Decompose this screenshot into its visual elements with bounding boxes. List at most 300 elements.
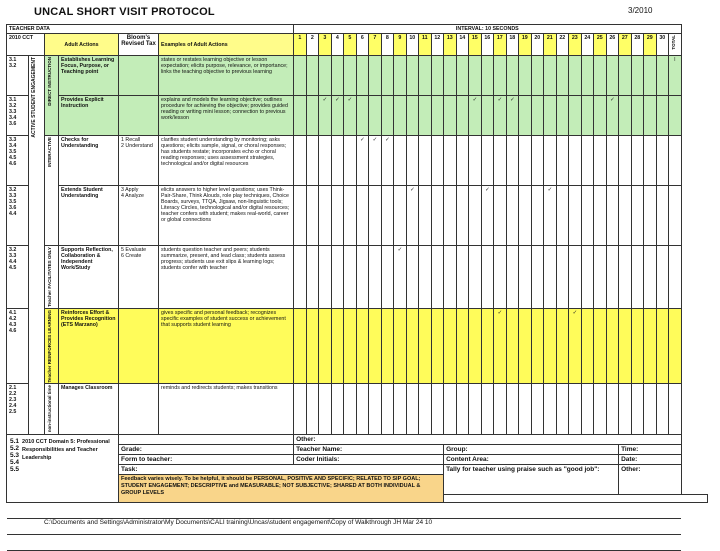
interval-cell[interactable] (319, 308, 332, 383)
interval-cell[interactable]: ✓ (406, 186, 419, 246)
interval-cell[interactable] (456, 384, 469, 434)
protocol-row (7, 96, 708, 136)
interval-cell[interactable] (444, 308, 457, 383)
adult-actions-header: Adult Actions (45, 34, 119, 56)
interval-cell[interactable] (431, 96, 444, 136)
interval-number: 6 (356, 34, 369, 56)
interval-number: 23 (569, 34, 582, 56)
form-to-teacher-field[interactable]: Form to teacher: (119, 454, 294, 464)
interval-cell[interactable] (456, 96, 469, 136)
interval-cell[interactable] (544, 308, 557, 383)
interval-cell[interactable] (369, 56, 382, 96)
interval-cell[interactable] (644, 384, 657, 434)
interval-cell[interactable] (481, 246, 494, 309)
standard-numbers: 3.1 3.2 (7, 56, 29, 96)
interval-cell[interactable] (406, 246, 419, 309)
interval-cell[interactable] (581, 186, 594, 246)
example-text: students question teacher and peers; students summarize, present, and lead class; students assess progress; students use exit slips & learning logs; students confer with teacher (159, 246, 294, 309)
interval-cell[interactable] (494, 246, 507, 309)
interval-cell[interactable] (444, 246, 457, 309)
standard-label: 2010 CCT (7, 34, 45, 56)
interval-cell[interactable] (369, 96, 382, 136)
interval-cell[interactable] (556, 246, 569, 309)
interval-cell[interactable] (581, 308, 594, 383)
interval-cell[interactable] (519, 136, 532, 186)
blank-cell (119, 434, 294, 444)
section-label-text: INTERACTIVE (47, 137, 52, 168)
interval-cell[interactable] (481, 96, 494, 136)
interval-cell[interactable] (544, 136, 557, 186)
interval-cell[interactable] (344, 384, 357, 434)
interval-cell[interactable] (531, 136, 544, 186)
interval-cell[interactable] (594, 96, 607, 136)
teacher-data-label: TEACHER DATA (7, 25, 294, 34)
standard-numbers: 3.1 3.2 3.3 3.4 3.6 (7, 96, 29, 136)
interval-cell[interactable] (631, 136, 644, 186)
bloom-level (119, 384, 159, 434)
interval-cell[interactable] (444, 56, 457, 96)
protocol-grid (6, 24, 708, 551)
interval-cell[interactable] (469, 308, 482, 383)
interval-cell[interactable] (506, 384, 519, 434)
other-field[interactable]: Other: (294, 434, 681, 444)
row-total[interactable] (669, 96, 681, 136)
interval-cell[interactable] (331, 136, 344, 186)
interval-cell[interactable] (319, 384, 332, 434)
interval-cell[interactable]: ✓ (356, 136, 369, 186)
interval-cell[interactable] (456, 246, 469, 309)
interval-cell[interactable] (519, 96, 532, 136)
interval-cell[interactable] (531, 96, 544, 136)
bloom-level: 3 Apply 4 Analyze (119, 186, 159, 246)
interval-cell[interactable] (356, 246, 369, 309)
section-label (45, 56, 59, 136)
date-field[interactable]: Date: (619, 454, 681, 464)
interval-cell[interactable] (431, 186, 444, 246)
interval-number: 28 (631, 34, 644, 56)
interval-cell[interactable] (606, 136, 619, 186)
feedback-note: Feedback varies wisely. To be helpful, it should be PERSONAL, POSITIVE AND SPECIFIC; RELATED TO SIP GOAL; STUDENT ENGAGEMENT; DESCRIPTIVE and MEASURABLE; NOT SUBJECTIVE; SHARED AT BOTH INDIVIDUAL & GROUP LEVELS (119, 474, 444, 502)
interval-cell[interactable] (331, 246, 344, 309)
other-tally-field[interactable]: Other: (619, 464, 681, 494)
row-total[interactable] (669, 186, 681, 246)
interval-cell[interactable] (469, 246, 482, 309)
interval-cell[interactable] (306, 56, 319, 96)
adult-action: Reinforces Effort & Provides Recognition (ETS Marzano) (59, 308, 119, 383)
interval-cell[interactable] (544, 96, 557, 136)
interval-cell[interactable] (356, 186, 369, 246)
interval-number: 4 (331, 34, 344, 56)
interval-cell[interactable] (531, 308, 544, 383)
engagement-label: ACTIVE STUDENT ENGAGEMENT (31, 57, 37, 138)
interval-cell[interactable] (456, 186, 469, 246)
section-label-text: non-instructional time (47, 385, 52, 433)
interval-cell[interactable] (306, 384, 319, 434)
interval-cell[interactable] (356, 96, 369, 136)
section-label (45, 246, 59, 309)
section-label-text: Teacher FACILITATES ONLY (47, 247, 52, 307)
interval-cell[interactable] (406, 96, 419, 136)
interval-cell[interactable] (556, 308, 569, 383)
bloom-level (119, 308, 159, 383)
interval-cell[interactable] (544, 246, 557, 309)
interval-cell[interactable] (331, 186, 344, 246)
interval-cell[interactable] (519, 308, 532, 383)
interval-cell[interactable] (369, 384, 382, 434)
interval-cell[interactable] (481, 136, 494, 186)
interval-cell[interactable] (369, 308, 382, 383)
interval-cell[interactable] (419, 246, 432, 309)
interval-cell[interactable] (306, 308, 319, 383)
interval-cell[interactable] (469, 186, 482, 246)
interval-cell[interactable] (656, 136, 669, 186)
interval-cell[interactable] (381, 56, 394, 96)
interval-cell[interactable] (581, 96, 594, 136)
interval-cell[interactable] (644, 56, 657, 96)
interval-cell[interactable] (419, 96, 432, 136)
interval-number: 11 (419, 34, 432, 56)
interval-cell[interactable] (431, 246, 444, 309)
interval-cell[interactable] (606, 56, 619, 96)
adult-action: Provides Explicit Instruction (59, 96, 119, 136)
interval-cell[interactable]: ✓ (344, 96, 357, 136)
interval-cell[interactable] (406, 384, 419, 434)
interval-cell[interactable]: ✓ (331, 96, 344, 136)
interval-cell[interactable] (569, 246, 582, 309)
interval-cell[interactable] (606, 384, 619, 434)
time-field[interactable]: Time: (619, 444, 681, 454)
interval-cell[interactable] (331, 56, 344, 96)
interval-cell[interactable] (556, 384, 569, 434)
interval-cell[interactable] (644, 96, 657, 136)
interval-cell[interactable] (631, 246, 644, 309)
row-total[interactable] (669, 246, 681, 309)
interval-cell[interactable] (319, 186, 332, 246)
interval-cell[interactable] (306, 96, 319, 136)
interval-cell[interactable] (619, 384, 632, 434)
interval-number: 25 (594, 34, 607, 56)
interval-cell[interactable] (381, 186, 394, 246)
domain5-label: 2010 CCT Domain 5: Professional Responsibilities and Teacher Leadership (22, 438, 110, 461)
section-label (45, 136, 59, 246)
examples-header: Examples of Adult Actions (159, 34, 294, 56)
interval-cell[interactable] (319, 56, 332, 96)
interval-cell[interactable] (656, 186, 669, 246)
interval-cell[interactable] (519, 384, 532, 434)
interval-cell[interactable] (644, 186, 657, 246)
interval-cell[interactable] (506, 246, 519, 309)
interval-cell[interactable] (431, 308, 444, 383)
interval-cell[interactable] (506, 308, 519, 383)
interval-cell[interactable] (594, 308, 607, 383)
interval-cell[interactable] (619, 96, 632, 136)
interval-cell[interactable] (619, 308, 632, 383)
interval-cell[interactable] (319, 136, 332, 186)
interval-number: 29 (644, 34, 657, 56)
interval-cell[interactable] (569, 136, 582, 186)
bloom-level (119, 96, 159, 136)
interval-cell[interactable] (369, 186, 382, 246)
interval-cell[interactable] (581, 246, 594, 309)
protocol-row (7, 308, 708, 383)
interval-number: 19 (519, 34, 532, 56)
interval-cell[interactable]: ✓ (369, 136, 382, 186)
interval-cell[interactable] (344, 246, 357, 309)
grade-field[interactable]: Grade: (119, 444, 294, 454)
adult-action: Checks for Understanding (59, 136, 119, 186)
interval-cell[interactable] (406, 56, 419, 96)
interval-cell[interactable] (569, 96, 582, 136)
task-field[interactable]: Task: (119, 464, 444, 474)
interval-number: 26 (606, 34, 619, 56)
interval-cell[interactable] (531, 186, 544, 246)
interval-number: 17 (494, 34, 507, 56)
interval-cell[interactable] (456, 308, 469, 383)
interval-number: 7 (369, 34, 382, 56)
total-label: TOTAL (671, 35, 677, 50)
interval-cell[interactable] (306, 246, 319, 309)
interval-cell[interactable] (356, 56, 369, 96)
interval-cell[interactable] (569, 384, 582, 434)
example-text: explains and models the learning objective; outlines procedure for achieving the objective; provides guided reading or writing mini lesson; connection to previous work/lesson (159, 96, 294, 136)
interval-cell[interactable] (606, 186, 619, 246)
interval-cell[interactable] (406, 136, 419, 186)
interval-cell[interactable] (494, 56, 507, 96)
interval-cell[interactable] (294, 246, 307, 309)
interval-number: 30 (656, 34, 669, 56)
interval-cell[interactable] (494, 136, 507, 186)
interval-cell[interactable] (356, 384, 369, 434)
interval-cell[interactable] (519, 186, 532, 246)
content-area-field[interactable]: Content Area: (444, 454, 619, 464)
interval-cell[interactable] (556, 186, 569, 246)
interval-cell[interactable] (469, 136, 482, 186)
interval-cell[interactable] (431, 56, 444, 96)
example-text: states or restates learning objective or lesson expectation; elicits purpose, relevance, or importance; links the teaching objective to previous learning (159, 56, 294, 96)
domain5-standards: 5.1 5.2 5.3 5.4 5.5 (10, 437, 20, 473)
interval-cell[interactable] (394, 96, 407, 136)
standard-numbers: 4.1 4.2 4.3 4.6 (7, 308, 29, 383)
interval-cell[interactable] (456, 136, 469, 186)
interval-number: 27 (619, 34, 632, 56)
interval-cell[interactable]: ✓ (319, 96, 332, 136)
interval-cell[interactable] (594, 186, 607, 246)
header-date: 3/2010 (628, 6, 653, 15)
domain5-block (7, 434, 119, 502)
file-path-footer: C:\Documents and Settings\Administrator\My Documents\CALI training\Uncas\student engagement\Copy of Walkthrough JH Mar 24 10 (44, 519, 433, 526)
interval-cell[interactable] (419, 136, 432, 186)
interval-cell[interactable] (644, 246, 657, 309)
interval-cell[interactable] (444, 96, 457, 136)
interval-cell[interactable] (494, 384, 507, 434)
section-label (45, 384, 59, 434)
interval-cell[interactable] (506, 56, 519, 96)
blank-lines (7, 534, 682, 550)
interval-cell[interactable] (619, 246, 632, 309)
coder-initials-field[interactable]: Coder Initials: (294, 454, 444, 464)
interval-cell[interactable] (494, 186, 507, 246)
interval-header: INTERVAL: 10 SECONDS (294, 25, 681, 34)
row-total[interactable] (669, 384, 681, 434)
interval-cell[interactable]: ✓ (381, 136, 394, 186)
interval-cell[interactable] (594, 384, 607, 434)
interval-cell[interactable] (506, 136, 519, 186)
interval-cell[interactable] (394, 384, 407, 434)
interval-cell[interactable]: ✓ (494, 308, 507, 383)
interval-cell[interactable] (619, 56, 632, 96)
interval-cell[interactable] (569, 186, 582, 246)
engagement-section (29, 56, 45, 435)
interval-cell[interactable] (531, 246, 544, 309)
interval-cell[interactable] (656, 246, 669, 309)
interval-cell[interactable] (444, 186, 457, 246)
interval-cell[interactable] (519, 56, 532, 96)
row-total[interactable] (669, 308, 681, 383)
interval-cell[interactable] (606, 308, 619, 383)
protocol-row (7, 186, 708, 246)
interval-cell[interactable] (356, 308, 369, 383)
protocol-row (7, 384, 708, 434)
interval-cell[interactable] (381, 384, 394, 434)
interval-cell[interactable] (456, 56, 469, 96)
interval-cell[interactable] (319, 246, 332, 309)
interval-cell[interactable] (531, 56, 544, 96)
interval-cell[interactable] (619, 186, 632, 246)
example-text: reminds and redirects students; makes transitions (159, 384, 294, 434)
interval-cell[interactable] (656, 384, 669, 434)
interval-cell[interactable] (394, 308, 407, 383)
adult-action: Establishes Learning Focus, Purpose, or Teaching point (59, 56, 119, 96)
interval-cell[interactable] (556, 136, 569, 186)
interval-cell[interactable] (344, 186, 357, 246)
interval-cell[interactable] (444, 136, 457, 186)
example-text: gives specific and personal feedback; recognizes specific examples of student success or achievement that supports student learning (159, 308, 294, 383)
interval-cell[interactable] (419, 384, 432, 434)
interval-cell[interactable] (631, 186, 644, 246)
interval-cell[interactable] (569, 56, 582, 96)
interval-cell[interactable] (606, 246, 619, 309)
interval-cell[interactable] (556, 56, 569, 96)
interval-cell[interactable]: ✓ (481, 186, 494, 246)
interval-cell[interactable]: ✓ (394, 246, 407, 309)
interval-cell[interactable] (469, 384, 482, 434)
interval-cell[interactable] (406, 308, 419, 383)
interval-cell[interactable] (594, 136, 607, 186)
interval-cell[interactable] (306, 136, 319, 186)
standard-numbers: 3.2 3.3 3.5 3.6 4.4 (7, 186, 29, 246)
example-text: clarifies student understanding by monitoring; asks questions; elicits sample, signal, or choral responses; has students restate; incorporates echo or choral reading responses; uses assessment strategies, technological and/or digital resources (159, 136, 294, 186)
interval-cell[interactable] (631, 96, 644, 136)
section-label-text: Teacher REINFORCES LEARNING (47, 309, 52, 383)
interval-cell[interactable] (631, 56, 644, 96)
interval-number: 2 (306, 34, 319, 56)
interval-cell[interactable] (619, 136, 632, 186)
interval-cell[interactable] (431, 136, 444, 186)
standard-numbers: 3.3 3.4 3.5 4.5 4.6 (7, 136, 29, 186)
interval-cell[interactable] (519, 246, 532, 309)
interval-cell[interactable]: ✓ (469, 96, 482, 136)
interval-number: 18 (506, 34, 519, 56)
interval-cell[interactable] (644, 136, 657, 186)
interval-number: 1 (294, 34, 307, 56)
interval-number: 16 (481, 34, 494, 56)
interval-cell[interactable]: ✓ (494, 96, 507, 136)
interval-cell[interactable] (656, 308, 669, 383)
interval-cell[interactable] (294, 56, 307, 96)
interval-cell[interactable] (394, 186, 407, 246)
interval-cell[interactable] (594, 246, 607, 309)
interval-cell[interactable] (481, 384, 494, 434)
interval-cell[interactable] (394, 136, 407, 186)
interval-cell[interactable]: ✓ (506, 96, 519, 136)
praise-tally-field[interactable]: Tally for teacher using praise such as "good job": (444, 464, 619, 494)
interval-cell[interactable] (294, 96, 307, 136)
interval-cell[interactable] (581, 56, 594, 96)
interval-cell[interactable] (481, 308, 494, 383)
interval-cell[interactable] (644, 308, 657, 383)
interval-cell[interactable] (581, 384, 594, 434)
interval-number: 20 (531, 34, 544, 56)
interval-cell[interactable] (544, 56, 557, 96)
interval-cell[interactable] (294, 186, 307, 246)
interval-cell[interactable] (331, 308, 344, 383)
interval-cell[interactable] (331, 384, 344, 434)
interval-cell[interactable] (419, 308, 432, 383)
interval-cell[interactable] (369, 246, 382, 309)
interval-cell[interactable] (581, 136, 594, 186)
interval-cell[interactable] (481, 56, 494, 96)
interval-cell[interactable] (544, 384, 557, 434)
row-total[interactable] (669, 136, 681, 186)
interval-cell[interactable] (419, 186, 432, 246)
interval-cell[interactable] (556, 96, 569, 136)
bloom-level (119, 56, 159, 96)
interval-cell[interactable] (381, 246, 394, 309)
interval-cell[interactable] (469, 56, 482, 96)
teacher-name-field[interactable]: Teacher Name: (294, 444, 444, 454)
interval-cell[interactable] (506, 186, 519, 246)
group-field[interactable]: Group: (444, 444, 619, 454)
interval-cell[interactable] (444, 384, 457, 434)
interval-cell[interactable] (431, 384, 444, 434)
interval-cell[interactable] (394, 56, 407, 96)
interval-cell[interactable] (306, 186, 319, 246)
interval-cell[interactable] (656, 96, 669, 136)
interval-cell[interactable]: ✓ (606, 96, 619, 136)
interval-cell[interactable] (631, 308, 644, 383)
interval-cell[interactable] (294, 384, 307, 434)
interval-cell[interactable] (419, 56, 432, 96)
interval-cell[interactable]: ✓ (569, 308, 582, 383)
interval-cell[interactable] (531, 384, 544, 434)
bloom-level: 5 Evaluate 6 Create (119, 246, 159, 309)
interval-number: 3 (319, 34, 332, 56)
interval-cell[interactable] (344, 136, 357, 186)
interval-cell[interactable]: ✓ (544, 186, 557, 246)
interval-cell[interactable] (344, 56, 357, 96)
interval-cell[interactable] (294, 308, 307, 383)
interval-cell[interactable] (631, 384, 644, 434)
interval-cell[interactable] (381, 308, 394, 383)
bloom-level: 1 Recall 2 Understand (119, 136, 159, 186)
interval-cell[interactable] (381, 96, 394, 136)
interval-cell[interactable] (656, 56, 669, 96)
interval-number: 14 (456, 34, 469, 56)
interval-cell[interactable] (294, 136, 307, 186)
interval-cell[interactable] (344, 308, 357, 383)
interval-cell[interactable] (594, 56, 607, 96)
row-total[interactable]: l (669, 56, 681, 96)
